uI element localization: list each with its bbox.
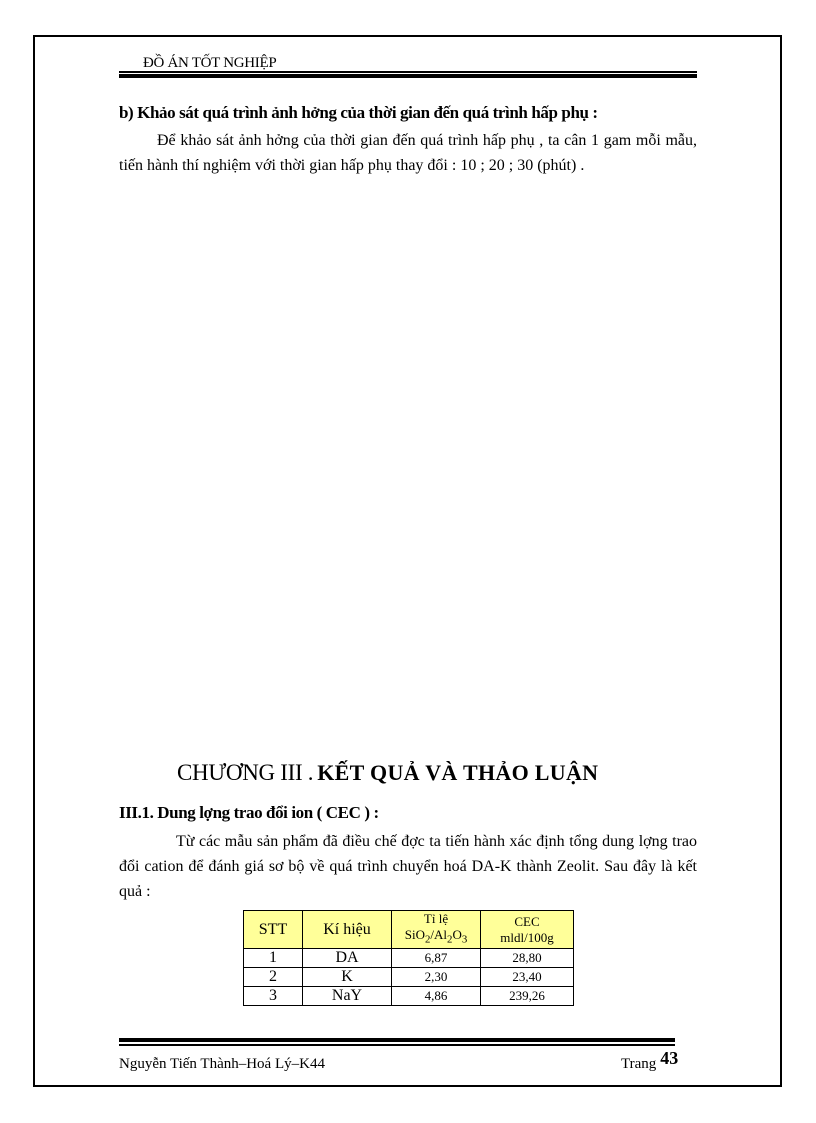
footer-page-number: 43	[660, 1048, 679, 1068]
header-ratio	[392, 911, 481, 949]
cell-cec: 28,80	[481, 949, 574, 968]
chapter-number: CHƯƠNG III .	[177, 760, 314, 785]
cell-symbol: DA	[303, 949, 392, 968]
cell-ratio: 4,86	[392, 987, 481, 1006]
header-title: ĐỒ ÁN TỐT NGHIỆP	[143, 55, 277, 71]
footer-author: Nguyễn Tiến Thành–Hoá Lý–K44	[119, 1056, 325, 1072]
footer-rule-thick	[119, 1038, 675, 1042]
header-ratio-line1: Tỉ lệ	[423, 911, 449, 927]
paragraph-time-adsorption: Để khảo sát ảnh hởng của thời gian đến quá trình hấp phụ , ta cân 1 gam mỗi mẫu, tiến hành thí nghiệm với thời gian hấp phụ thay đổi : 10 ; 20 ; 30 (phút) .	[119, 132, 697, 174]
cell-cec: 239,26	[481, 987, 574, 1006]
table-row	[244, 987, 574, 1006]
header-stt: STT	[244, 911, 303, 949]
cell-stt: 2	[244, 968, 303, 987]
header-rule-thick	[119, 74, 697, 78]
header-symbol: Kí hiệu	[303, 911, 392, 949]
section-heading-iii-1: III.1. Dung lợng trao đổi ion ( CEC ) :	[119, 803, 379, 822]
chapter-heading	[177, 760, 598, 786]
table-row	[244, 949, 574, 968]
cell-cec: 23,40	[481, 968, 574, 987]
header-ratio-formula: $SiO_2/Al_2O_3$	[404, 927, 468, 946]
footer-page-label: Trang	[621, 1056, 657, 1072]
header-cec	[481, 911, 574, 949]
section-heading-b: b) Khảo sát quá trình ảnh hởng của thời gian đến quá trình hấp phụ :	[119, 103, 598, 122]
chapter-title: KẾT QUẢ VÀ THẢO LUẬN	[317, 760, 599, 785]
header-rule-thin	[119, 71, 697, 73]
footer-rule-thin	[119, 1044, 675, 1046]
cec-results-table	[243, 910, 574, 1006]
header-cec-unit: mldl/100g	[500, 929, 554, 945]
cell-stt: 1	[244, 949, 303, 968]
footer-page	[621, 1048, 679, 1073]
paragraph-cec: Từ các mẫu sản phẩm đã điều chế đợc ta tiến hành xác định tổng dung lợng trao đổi cation để đánh giá sơ bộ về quá trình chuyển hoá DA-K thành Zeolit. Sau đây là kết quả :	[119, 833, 697, 900]
cell-ratio: 6,87	[392, 949, 481, 968]
cell-symbol: K	[303, 968, 392, 987]
table-header-row	[244, 911, 574, 949]
header-cec-line1: CEC	[514, 913, 540, 929]
cell-symbol: NaY	[303, 987, 392, 1006]
cell-ratio: 2,30	[392, 968, 481, 987]
cell-stt: 3	[244, 987, 303, 1006]
table-row	[244, 968, 574, 987]
